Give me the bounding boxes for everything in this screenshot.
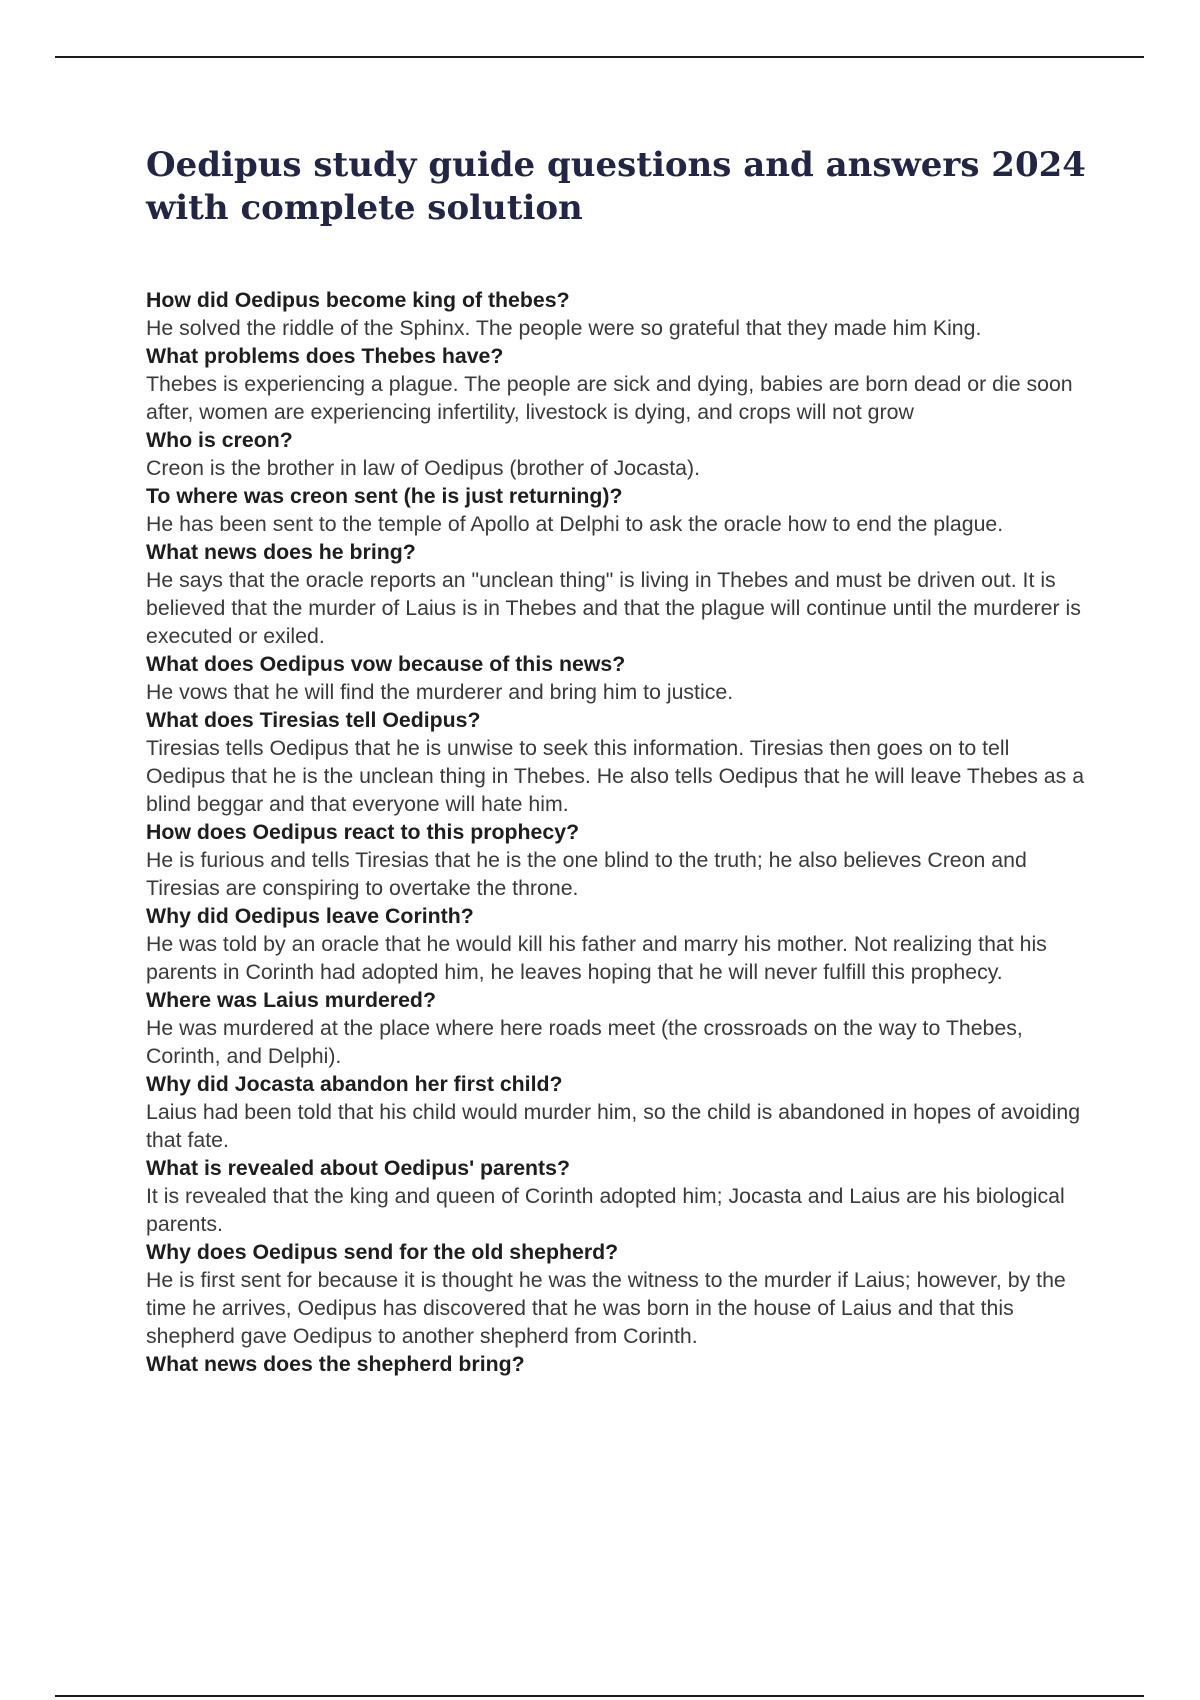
answer: Creon is the brother in law of Oedipus (brother of Jocasta).	[146, 456, 700, 480]
question: Who is creon?	[146, 428, 293, 452]
answer: He was told by an oracle that he would kill his father and marry his mother. Not realizing that his parents in Corinth had adopted him, he leaves hoping that he will never fulfill this prophecy.	[146, 932, 1047, 984]
qa-item	[146, 650, 1086, 706]
answer: He solved the riddle of the Sphinx. The people were so grateful that they made him King.	[146, 316, 982, 340]
question: Where was Laius murdered?	[146, 988, 436, 1012]
question: What problems does Thebes have?	[146, 344, 504, 368]
answer: He says that the oracle reports an "unclean thing" is living in Thebes and must be driven out. It is believed that the murder of Laius is in Thebes and that the plague will continue until the murderer is executed or exiled.	[146, 568, 1081, 648]
question: What does Tiresias tell Oedipus?	[146, 708, 481, 732]
question: What is revealed about Oedipus' parents?	[146, 1156, 570, 1180]
qa-item	[146, 1154, 1086, 1238]
answer: He was murdered at the place where here roads meet (the crossroads on the way to Thebes, Corinth, and Delphi).	[146, 1016, 1023, 1068]
qa-item	[146, 706, 1086, 818]
answer: It is revealed that the king and queen of Corinth adopted him; Jocasta and Laius are his biological parents.	[146, 1184, 1065, 1236]
question: Why did Oedipus leave Corinth?	[146, 904, 474, 928]
answer: Tiresias tells Oedipus that he is unwise to seek this information. Tiresias then goes on to tell Oedipus that he is the unclean thing in Thebes. He also tells Oedipus that he will leave Thebes as a blind beggar and that everyone will hate him.	[146, 736, 1085, 816]
answer: He is furious and tells Tiresias that he is the one blind to the truth; he also believes Creon and Tiresias are conspiring to overtake the throne.	[146, 848, 1027, 900]
question: How did Oedipus become king of thebes?	[146, 288, 570, 312]
qa-item	[146, 986, 1086, 1070]
question: What does Oedipus vow because of this news?	[146, 652, 626, 676]
question: What news does he bring?	[146, 540, 416, 564]
answer: Thebes is experiencing a plague. The people are sick and dying, babies are born dead or die soon after, women are experiencing infertility, livestock is dying, and crops will not grow	[146, 372, 1073, 424]
question: To where was creon sent (he is just returning)?	[146, 484, 623, 508]
qa-item	[146, 902, 1086, 986]
qa-item	[146, 286, 1086, 342]
question: How does Oedipus react to this prophecy?	[146, 820, 580, 844]
answer: Laius had been told that his child would murder him, so the child is abandoned in hopes of avoiding that fate.	[146, 1100, 1081, 1152]
qa-item	[146, 1238, 1086, 1350]
qa-item	[146, 342, 1086, 426]
answer: He has been sent to the temple of Apollo at Delphi to ask the oracle how to end the plague.	[146, 512, 1004, 536]
document-title: Oedipus study guide questions and answers 2024 with complete solution	[146, 145, 1086, 228]
qa-item	[146, 538, 1086, 650]
qa-item	[146, 482, 1086, 538]
question: What news does the shepherd bring?	[146, 1352, 525, 1376]
qa-item	[146, 1350, 1086, 1378]
qa-item	[146, 1070, 1086, 1154]
answer: He vows that he will find the murderer and bring him to justice.	[146, 680, 734, 704]
qa-item	[146, 426, 1086, 482]
question: Why did Jocasta abandon her first child?	[146, 1072, 563, 1096]
top-rule	[55, 56, 1144, 58]
qa-item	[146, 818, 1086, 902]
bottom-rule	[55, 1695, 1144, 1697]
qa-list	[146, 286, 1086, 1378]
question: Why does Oedipus send for the old shepherd?	[146, 1240, 619, 1264]
answer: He is first sent for because it is thought he was the witness to the murder if Laius; however, by the time he arrives, Oedipus has discovered that he was born in the house of Laius and that this shepherd gave Oedipus to another shepherd from Corinth.	[146, 1268, 1066, 1348]
